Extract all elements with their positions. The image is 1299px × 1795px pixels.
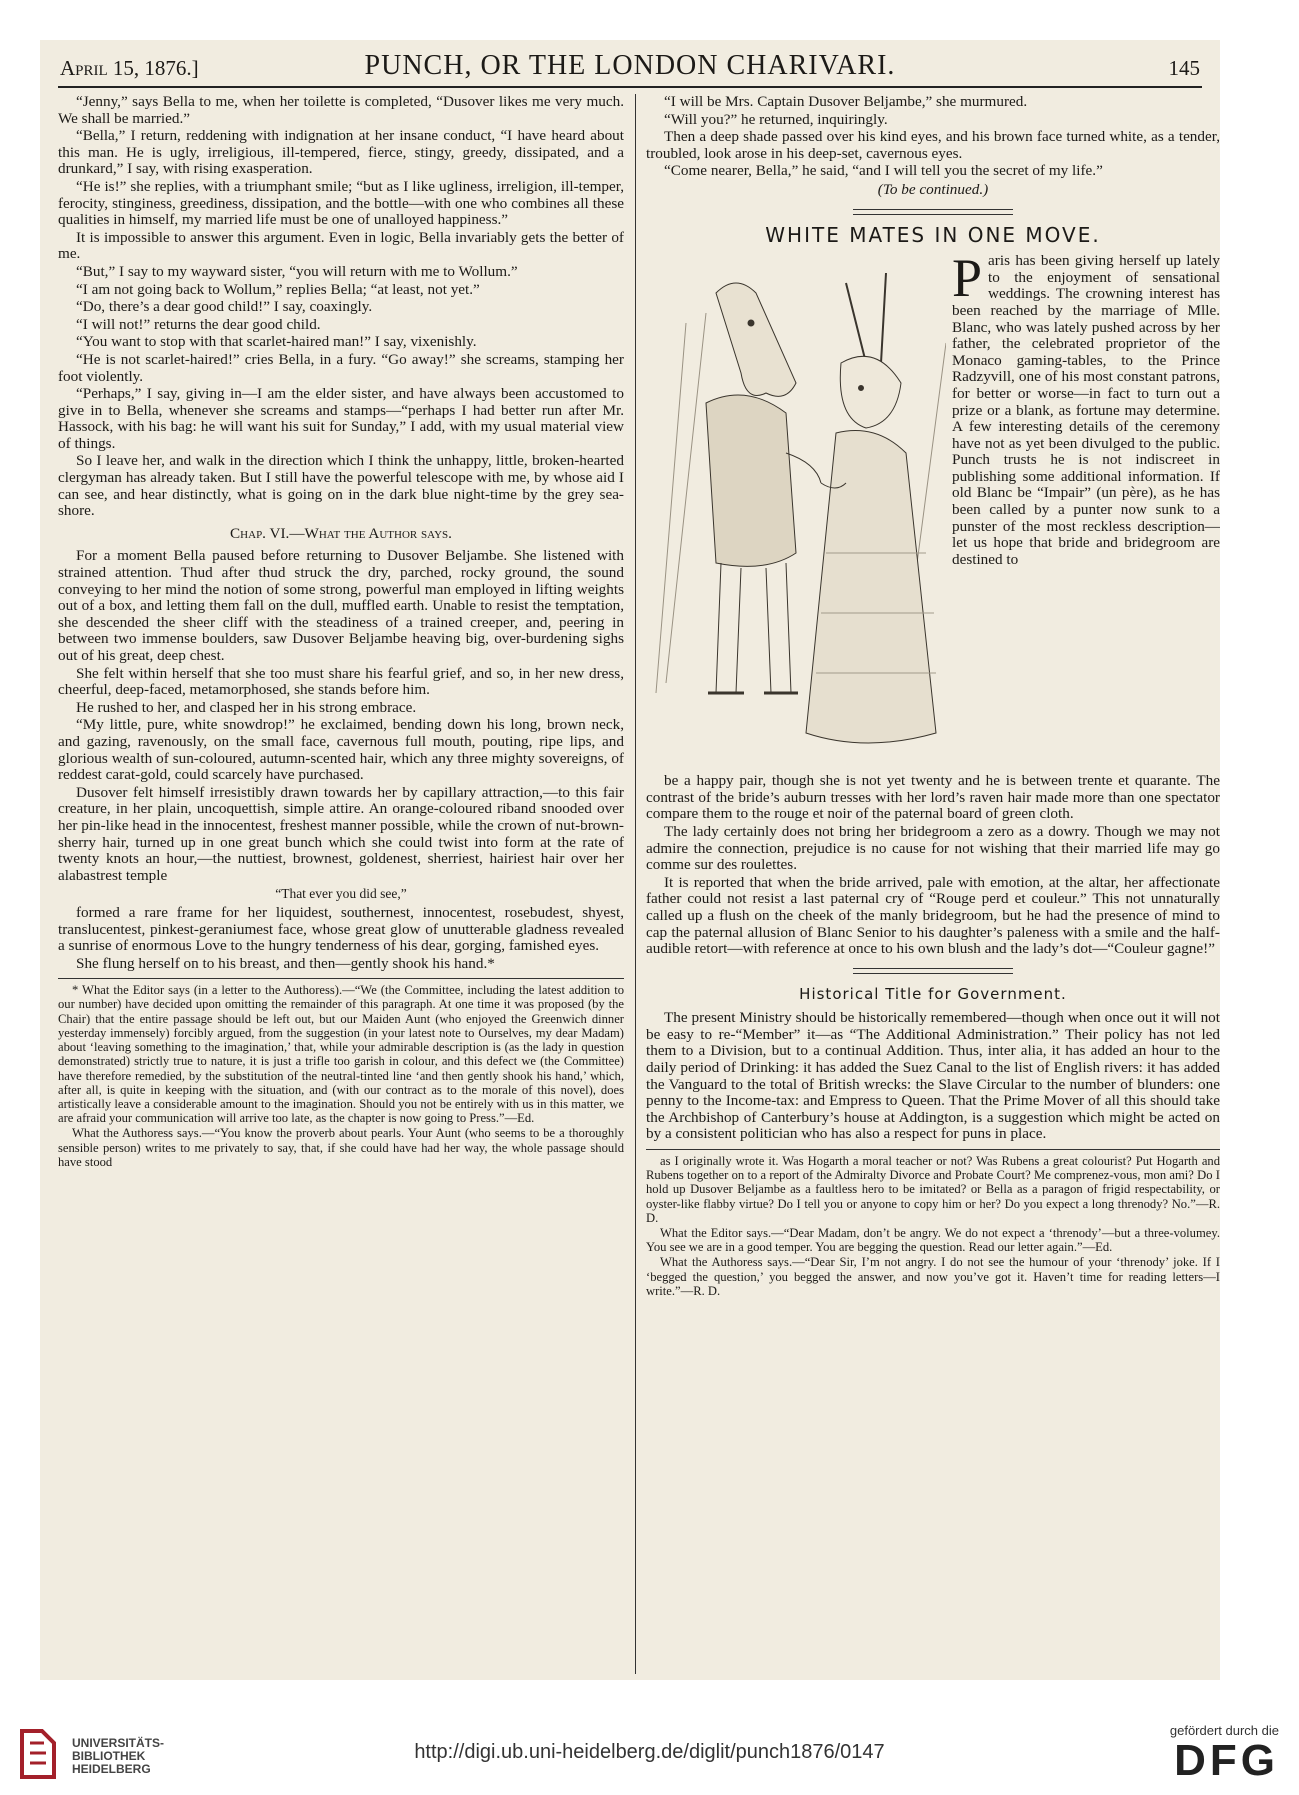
footnote: as I originally wrote it. Was Hogarth a moral teacher or not? Was Rubens a great colourist? Put Hogarth and Rubens together on to a report of the Admiralty Divorce and Probate Court? Me comprenez-vous, mon ami? Do I hold up Dusover Beljambe as a faultless hero to be imitated? or Bella as a paragon of frigid respectability, or oyster-like flabby virtue? Do I tell you or anyone to copy him or her? Do you expect a long threnody? No.”—R. D. [646,1154,1220,1225]
verse-quote: “That ever you did see,” [275,886,407,902]
drop-cap: P [952,248,983,309]
issue-date: April 15, 1876.] [60,56,199,80]
paragraph: Then a deep shade passed over his kind eyes, and his brown face turned white, as a tender, troubled, look arose in his deep-set, cavernous eyes. [646,128,1220,162]
article-heading: Historical Title for Government. [799,984,1067,1003]
funding-label: gefördert durch die [1169,1723,1279,1738]
masthead-title: PUNCH, OR THE LONDON CHARIVARI. [364,50,896,81]
footnote-rule [58,978,624,979]
paragraph: “I will not!” returns the dear good child. [76,315,321,333]
left-column [58,94,624,1170]
paragraph: “My little, pure, white snowdrop!” he exclaimed, bending down his long, brown neck, and gazing, ravenously, on the small face, cavernous full mouth, pouting, ripe lips, and glorious wealth of sun-coloured, autumn-scented hair, which any three mighty sovereigns, of reddest carat-gold, could scarcely have purchased. [58,716,624,784]
paragraph: She felt within herself that she too must share his fearful grief, and so, in her new dress, cheerful, deep-faced, metamorphosed, she stands before him. [58,664,624,699]
page-number: 145 [1168,56,1200,80]
section-rule [853,209,1013,215]
footnote-block [646,1154,1220,1298]
paragraph: “He is!” she replies, with a triumphant smile; “but as I like ugliness, irreligion, ill-temper, ferocity, stinginess, greediness, dissipation, and the bottle—with one who combines all these qualities in himself, my married life must be one of unalloyed happiness.” [58,177,624,229]
page-header [58,46,1202,88]
footnote: What the Authoress says.—“You know the proverb about pearls. Your Aunt (who seems to be a thoroughly sensible person) writes to me privately to say, that, if she could have had her way, the whole passage should have stood [58,1126,624,1169]
paragraph: “Do, there’s a dear good child!” I say, coaxingly. [76,298,373,316]
source-url-link[interactable]: http://digi.ub.uni-heidelberg.de/diglit/punch1876/0147 [414,1741,885,1763]
paragraph: The lady certainly does not bring her bridegroom a zero as a dowry. Though we may not admire the connection, prejudice is no cause for not wishing that their married life may go comme sur des roulettes. [646,822,1220,874]
paragraph: “He is not scarlet-haired!” cries Bella, in a fury. “Go away!” she screams, stamping her foot violently. [58,350,624,385]
paragraph: be a happy pair, though she is not yet twenty and he is between trente et quarante. The contrast of the bride’s auburn tresses with her lord’s raven hair made more than one spectator compare them to the rouge et noir of the paternal board of green cloth. [646,772,1220,823]
paragraph: formed a rare frame for her liquidest, southernest, innocentest, rosebudest, shyest, translucentest, pinkest-geraniumest face, whose great glow of unutterable gladness revealed a sunrise of enormous Love to the hungry tenderness of his dear, gorging, famished eyes. [58,903,624,955]
paragraph: “Will you?” he returned, inquiringly. [664,110,888,128]
library-name: UNIVERSITÄTS- BIBLIOTHEK HEIDELBERG [72,1736,165,1776]
paragraph: “But,” I say to my wayward sister, “you will return with me to Wollum.” [76,262,518,280]
dfg-credit [1170,1723,1279,1784]
article-text [952,248,1220,773]
paragraph: “You want to stop with that scarlet-haired man!” I say, vixenishly. [76,333,477,351]
paragraph: “Come nearer, Bella,” he said, “and I will tell you the secret of my life.” [664,162,1103,180]
to-be-continued: (To be continued.) [877,180,989,198]
illustrated-article [646,248,1220,773]
newspaper-page [40,40,1220,1680]
dfg-logo: DFG [1174,1736,1279,1785]
section-rule [853,968,1013,974]
chapter-heading: Chap. VI.—What the Author says. [230,524,452,542]
footnote: * What the Editor says (in a letter to the Authoress).—“We (the Committee, including the latest addition to our number) have decided upon omitting the remainder of this paragraph. At one time it was proposed (by the Chair) that the entire passage should be left out, but our Maiden Aunt (who enjoyed the Greenwich dinner yesterday immensely) forcibly argued, from the suggestion (in your latest note to Ourselves, my dear Madam) about ‘leaving something to the imagination,’ that, while your admirable description is (as the lady in question demonstrated) strictly true to nature, it is just a trifle too garish in colour, and this defect we (the Committee) have therefore remedied, by the substitution of the neutral-tinted line ‘and then gently shook his hand,’ which, after all, is quite in keeping with the situation, and (with our contract as to the morale of this novel), does artistically leave a considerable amount to the imagination. Should you not be entirely with us in this matter, we are afraid your communication will arrive too late, as the chapter is now going to Press.”—Ed. [58,983,624,1126]
paragraph: “I am not going back to Wollum,” replies Bella; “at least, not yet.” [76,280,480,298]
paragraph: It is reported that when the bride arrived, pale with emotion, at the altar, her affectionate father could not resist a last paternal cry of “Rouge perd et couleur.” This not unnaturally called up a flush on the cheek of the manly bridegroom, but he had the presence of mind to cap the paternal allusion of Blanc Senior to his daughter’s paleness with a smile and the half-audible retort—with reference at once to his own blush and the lady’s dot—“Couleur gagne!” [646,873,1220,958]
paragraph: So I leave her, and walk in the direction which I think the unhappy, little, broken-hearted clergyman has already taken. But I still have the powerful telescope with me, by whose aid I can see, and hear distinctly, what is going on in the dark blue night-time by the grey sea-shore. [58,452,624,520]
paragraph: “I will be Mrs. Captain Dusover Beljambe,” she murmured. [664,93,1028,110]
paragraph: She flung herself on to his breast, and then—gently shook his hand.* [76,954,495,972]
paragraph: It is impossible to answer this argument. Even in logic, Bella invariably gets the better of me. [58,228,624,263]
paragraph: He rushed to her, and clasped her in his strong embrace. [76,698,417,716]
library-footer [0,1705,1299,1795]
paragraph: Paris has been giving herself up lately to the enjoyment of sensational weddings. The crowning interest has been reached by the marriage of Mlle. Blanc, who was lately pushed across by her father, the celebrated proprietor of the Monaco gaming-tables, to the Prince Radzyvill, one of his most constant patrons, for better or worse—in fact to turn out a prize or a blank, as fortune may determine. A few interesting details of the ceremony have not as yet been divulged to the public. Punch trusts he is not indiscreet in publishing some additional information. If old Blanc be “Impair” (un père), as he has been called by a punter now sunk to a punster of the most reckless description—let us hope that bride and bridegroom are destined to [952,248,1220,568]
paragraph: For a moment Bella paused before returning to Dusover Beljambe. She listened with strained attention. Thud after thud struck the dry, parched, rocky ground, the sound conveying to her mind the notion of some strong, powerful man employed in lifting weights out of a box, and letting them fall on the dull, muffled earth. Unable to resist the temptation, she descended the sheer cliff with the steadiness of a trained creeper, and, peering in between two immense boulders, saw Dusover Beljambe heaving big, over-burdening sighs out of his great, deep chest. [58,547,624,664]
footnote: What the Authoress says.—“Dear Sir, I’m not angry. I do not see the humour of your ‘threnody’ joke. If I ‘begged the question,’ you begged the answer, and now you’ve got it. Haven’t time for reading letters—I write.”—R. D. [646,1255,1220,1298]
paragraph: “Perhaps,” I say, giving in—I am the elder sister, and have always been accustomed to give in to Bella, whenever she screams and stamps—“perhaps I had better run after Mr. Hassock, with his bag: he will want his suit for Sunday,” I add, with my usual material view of things. [58,385,624,452]
wedding-cartoon-illustration [646,253,946,773]
paragraph: The present Ministry should be historically remembered—though when once out it will not be easy to re-“Member” it—as “The Additional Administration.” Their policy has not led them to a Division, but to a continual Addition. Thus, inter alia, it has added an hour to the daily period of Drinking: it has added the Suez Canal to the list of English rivers: it has added the Vanguard to the total of British wrecks: the Slave Circular to the number of blunders: one penny to the Income-tax: and Empress to Queen. That the Prime Mover of all this should take the Archbishop of Canterbury’s house at Addington, is a suggestion which might be acted on by a consistent politician who has also a respect for puns in place. [646,1009,1220,1143]
column-divider [635,94,636,1674]
right-column [646,94,1220,1299]
article-heading: WHITE MATES IN ONE MOVE. [765,222,1101,247]
footnote-block [58,983,624,1169]
footnote-rule [646,1149,1220,1150]
footnote: What the Editor says.—“Dear Madam, don’t be angry. We do not expect a ‘threnody’—but a three-volumey. You see we are in a good temper. You are begging the question. Read our letter again.”—Ed. [646,1226,1220,1255]
paragraph: Dusover felt himself irresistibly drawn towards her by capillary attraction,—to this fair creature, in her plain, uncoquettish, simple attire. An orange-coloured riband snooded over her pin-like head in the innocentest, freshest manner possible, while the crown of nut-brown-sherry hair, turned up in one great bunch which she could twist into form at the rate of twenty knots an hour,—the nuttiest, brownest, goldenest, sherriest, hairiest hair over her alabastrest temple [58,783,624,884]
paragraph: “Bella,” I return, reddening with indignation at her insane conduct, “I have heard about this man. He is ugly, irreligious, ill-tempered, fierce, stingy, greedy, dissipated, and a drunkard,” I say, with rising exasperation. [58,127,624,178]
paragraph: “Jenny,” says Bella to me, when her toilette is completed, “Dusover likes me very much. We shall be married.” [58,93,624,127]
